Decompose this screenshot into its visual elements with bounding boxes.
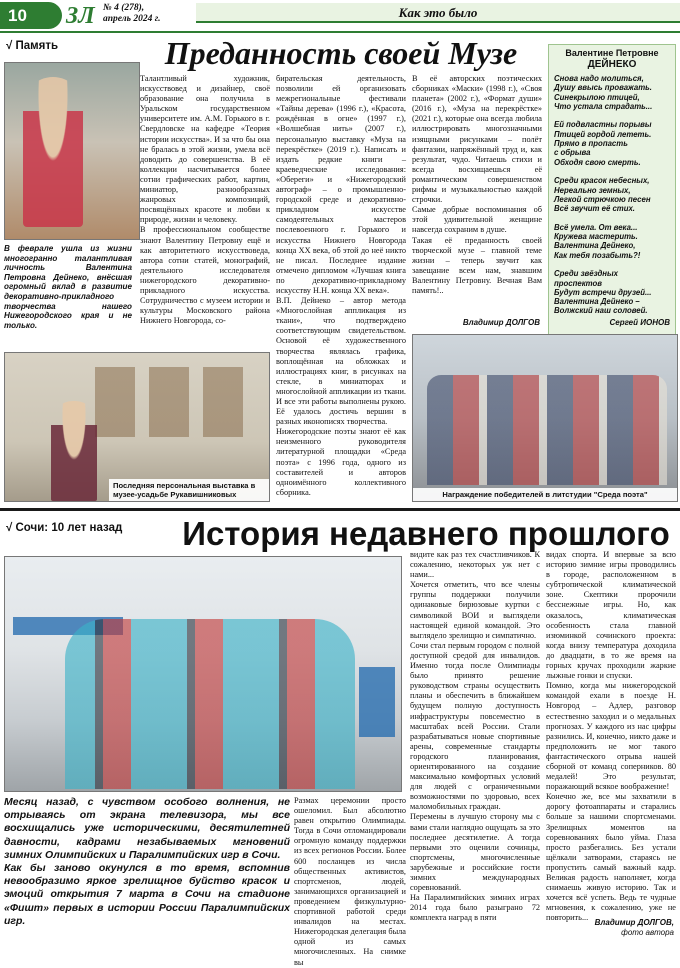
article2-column-1: Размах церемонии просто ошеломил. Был абсолютно равен открытию Олимпиады. Тогда в Сочи отломандировали огромную команду поддержки из всех регионов России. Более 600 посланцев из числа общественных активистов, спортсменов, людей, занимающихся организацией и проведением физкультурно-спортивной работой среди инвалидов на местах. Нижегородская делегация была одной из самых многочисленных. На снимке вы — [294, 796, 406, 967]
article2-column-3: видах спорта. И впервые за всю историю зимние игры проводились в городе, расположенном в субтропической климатической зоне. Скептики пророчили бесснежные игры. Но, как оказалось, климатическая особенность стала главной изюминкой сочинского проекта: когда внизу температура доходила до двадцати, в то же время на горных кручах проходили жаркие лыжные гонки и спуски. Помню, когда мы нижегородской командой ехали в поезде Н. Новгород – Адлер, разговор естественно заходил и о медальных прогнозах. У каждого из нас цифры разнились. И, конечно, никто даже и предположить не мог такого фантастического отрыва нашей сборной от команд соперников. 80 медалей! Это результат, поражающий всякое воображение! Конечно же, все мы захватили в дорогу фотоаппараты и старались больше за нашими спортсменами. Зрелищных моментов на соревнованиях было уйма. Глаза просто разбегались. Без устали щёлкали затворами, стараясь не пропустить самый важный кадр. Великая радость наполняет, когда снимаешь живую историю. Так и хочется всё успеть. Ведь те чудные мгновения, к сожалению, уже не повторить... — [546, 550, 676, 923]
issue-info: № 4 (278), апрель 2024 г. — [103, 3, 161, 24]
sochi-group-photo — [4, 556, 402, 792]
article2-title: История недавнего прошлого — [182, 515, 670, 552]
page-number: 10 — [8, 6, 27, 25]
article1-column-1: Талантливый художник, искусствовед и дизайнер, своё образование она получила в Уральском государственном университете им. А.М. Горького в г. Свердловске на кафедре «Теория истории искусства». И за что бы она не бралась в этой жизни, умела всё доводить до совершенства. В её коллекции насчитывается более сотни графических работ, картин, миниатюр, разнообразных жанровых композиций, посвящённых красоте и любви к природе, жизни и человеку. В профессиональном сообществе знают Валентину Петровну ещё и как авторитетного искусствоведа, автора сотни статей, монографий, деятельного исследователя нижегородского декоративно-прикладного искусства. Сотрудничество с музеем истории и культуры Московского района Нижнего Новгорода, со- — [140, 74, 270, 326]
section-divider — [0, 508, 680, 511]
portrait-figure — [23, 77, 83, 227]
article1-column-3: В её авторских поэтических сборниках «Маски» (1998 г.), «Своя планета» (2002 г.), «Формат души» (2016 г.), «Муза на перекрёстке» (2021 г.), которые она всегда любила иллюстрировать многозначными изящными рисунками – полёт фантазии, напряжённый труд и, как результат, чудо. Читаешь стихи и всегда восхищаешься её романтическим совершенством рифмы и музыкальностью каждой строчки. Самые добрые воспоминания об этой удивительной женщине навсегда сохраним в душе. Такая её преданность своей творческой музе – главной теме жизни – теперь звучит как завещание всем нам, знавшим Валентину Петровну. Вечная Вам память!.. — [412, 74, 542, 295]
award-photo — [412, 334, 678, 502]
poem-text: Снова надо молиться, Душу ввысь проважать. Синекрылою птицей, Что устала страдать... Ей подвластны порывы Птицей гордой лететь. Прямо в пропасть с обрыва Обходя свою смерть. Среди красок небесных, Нереально земных, Легкой стрючкою песен Всё звучит её стих. Всё умела. От века... Кружева мастерить. Валентина Дейнеко, Как тебя позабыть?! Среди звёздных проспектов Будут встречи друзей... Валентина Дейнеко – Волжский наш соловей. — [554, 74, 653, 316]
exhibition-frames — [95, 367, 255, 437]
page-number-badge — [0, 2, 62, 29]
exhibition-figure — [51, 401, 97, 501]
portrait-photo — [4, 62, 140, 240]
article1-lead: В феврале ушла из жизни многогранно талантливая личность Валентина Петровна Дейнеко, внёсшая огромный вклад в развитие декоративно-прикладного творчества нашего Нижегородского края и не только. — [4, 244, 132, 330]
exhibition-photo — [4, 352, 270, 502]
article1-title: Преданность своей Музе — [164, 35, 518, 71]
section-tag-memory: √ Память — [6, 40, 59, 52]
award-group — [427, 375, 667, 485]
sochi-banner-right — [359, 667, 395, 737]
poem-dedication: Валентине Петровне ДЕЙНЕКО — [565, 48, 659, 70]
exhibition-caption: Последняя персональная выставка в музее-усадьбе Рукавишниковых — [109, 479, 269, 501]
rubric-title: Как это было — [398, 5, 478, 20]
section-tag-sochi: √ Сочи: 10 лет назад — [6, 522, 123, 534]
article1-column-2: бирательская деятельность, позволили ей организовать межрегиональные фестивали «Тайны дерева» (1996 г.), «Красота, рождённая в огне» (1997 г.), «Волшебная нить» (2007 г.), персональную выставку «Муза на перекрёстке» (2019 г.). Написать и издать редкие книги – краеведческие исследования: «Обереги» и «Нижегородский автограф» – о промышленно-городской среде и декоративно-прикладном искусстве самодеятельных мастеров послевоенного г. Горького и искусства Нижнего Новгорода конца XX века, об этой до неё никто не писал. Последнее издание отмечено дипломом «Лучшая книга по декоративно-прикладному искусству Н.Н. конца XX века». В.П. Дейнеко – автор метода «Многослойная аппликация из ткани», что подтверждено соответствующим свидетельством. Основой её художественного творчества являлась графика, воплощённая на обложках и иллюстрациях книг, в рисунках на стекле, в миниатюрах и многослойной аппликации из ткани. И все эти работы выполнены рукою. Её удалось достичь вершин в разных иконописях творчества. Нижегородские поэты знают её как неизменного руководителя литературной площадки «Среда поэта» с 1996 года, одного из составителей и авторов одноимённого коллективного сборника. — [276, 74, 406, 497]
article1-signature: Владимир ДОЛГОВ — [462, 318, 540, 327]
rubric-band — [196, 3, 680, 23]
newspaper-logo: ЗЛ — [66, 3, 95, 29]
sochi-group-figures — [65, 619, 355, 789]
article2-lead: Месяц назад, с чувством особого волнения, не отрываясь от экрана телевизора, мы все восхищались уже историческими, десятилетней давности, кадрами незабываемых мгновений зимних Олимпийских и Паралимпийских игр в Сочи. Как бы заново окунулся в то время, вспомнив невообразимо яркое зрелищное буйство красок и эмоций открытия 7 марта в Сочи на стадионе «Фишт» первых в истории России Паралимпийских игр. — [4, 796, 290, 927]
article2-signature: Владимир ДОЛГОВ, фото автора — [594, 918, 674, 937]
award-caption: Награждение победителей в литстудии "Среда поэта" — [413, 488, 677, 501]
article2-column-2: видите как раз тех счастливчиков. К сожалению, некоторых уж нет с нами... Хочется отметить, что все члены группы поддержки получили одинаковые бирюзовые куртки с символикой ВОИ и выглядели настоящей единой командой. Это выглядело зрелищно и симпатично. Сочи стал первым городом с полной доступной средой для инвалидов. Именно тогда после Олимпиады было принято решение руководством страны осуществить планы и обеспечить в ближайшем будущем полную доступность инфраструктуры повсеместно в масштабах всей России. Стали разрабатываться новые спортивные арены, современные стандарты городского планирования, ориентированного на создание максимально комфортных условий для людей с ограниченными возможностями по здоровью, всех маломобильных граждан. Перемены в лучшую сторону мы с вами стали наглядно ощущать за это последнее десятилетие. А тогда первыми это оценили сочинцы, спортсмены, многочисленные зарубежные и российские гости зимних международных соревнований. На Паралимпийских зимних играх 2014 года было разыграно 72 комплекта наград в пяти — [410, 550, 540, 923]
poem-box — [548, 44, 676, 354]
poem-author: Сергей ИОНОВ — [609, 317, 670, 327]
